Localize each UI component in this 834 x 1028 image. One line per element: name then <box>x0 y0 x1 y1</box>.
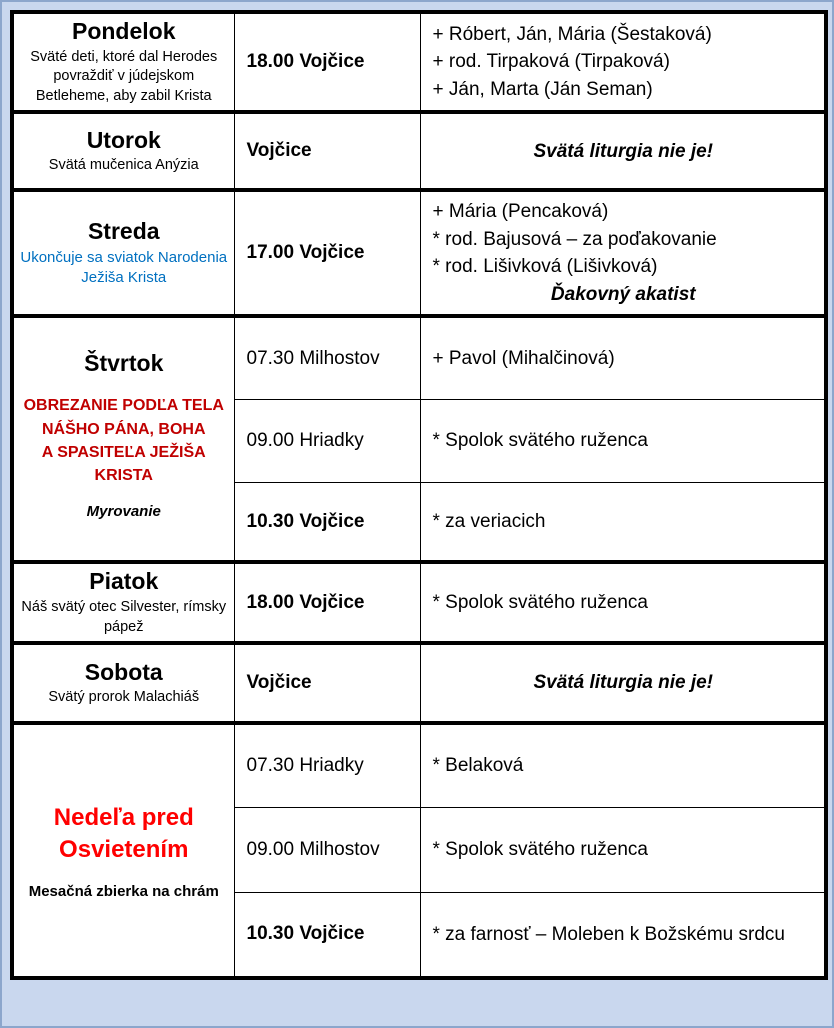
liturgical-schedule-table <box>10 10 828 980</box>
day-cell-wednesday <box>12 190 234 316</box>
day-title-saturday: Sobota <box>84 658 163 685</box>
day-cell-monday <box>12 12 234 112</box>
day-title-tuesday: Utorok <box>86 126 161 153</box>
no-liturgy-notice-tuesday: Svätá liturgia nie je! <box>420 112 826 190</box>
intention-line: * za veriacich <box>432 510 546 532</box>
time-cell-thursday-2: 09.00 Hriadky <box>234 399 420 482</box>
sunday-title-line: Osvietením <box>59 836 189 864</box>
day-cell-tuesday <box>12 112 234 190</box>
feast-line: OBREZANIE PODĽA TELA <box>23 397 224 415</box>
time-cell-friday: 18.00 Vojčice <box>234 562 420 643</box>
row-monday <box>12 12 826 112</box>
row-friday <box>12 562 826 643</box>
intentions-cell-sunday-3 <box>420 892 826 978</box>
sunday-stack <box>20 802 228 900</box>
day-cell-sunday <box>12 723 234 978</box>
time-cell-monday: 18.00 Vojčice <box>234 12 420 112</box>
row-sunday-1 <box>12 723 826 807</box>
intentions-cell-thursday-2 <box>420 399 826 482</box>
no-liturgy-notice-saturday: Svätá liturgia nie je! <box>420 643 826 723</box>
time-cell-thursday-3: 10.30 Vojčice <box>234 482 420 562</box>
row-tuesday <box>12 112 826 190</box>
intentions-cell-sunday-1 <box>420 723 826 807</box>
time-cell-wednesday: 17.00 Vojčice <box>234 190 420 316</box>
day-cell-thursday <box>12 316 234 562</box>
row-thursday-1 <box>12 316 826 399</box>
thursday-stack <box>20 324 228 554</box>
feast-line: A SPASITEĽA JEŽIŠA <box>41 443 206 461</box>
intentions-cell-monday <box>420 12 826 112</box>
day-title-friday: Piatok <box>89 568 159 595</box>
akathist-note: Ďakovný akatist <box>550 283 696 305</box>
day-cell-friday <box>12 562 234 643</box>
day-note-monday: Sväté deti, ktoré dal Herodes povraždiť v júdejskom Betleheme, aby zabil Krista <box>30 48 218 104</box>
intention-line: + rod. Tirpaková (Tirpaková) <box>432 51 670 73</box>
day-cell-saturday <box>12 643 234 723</box>
day-title-sunday <box>54 802 194 867</box>
intentions-cell-sunday-2 <box>420 807 826 892</box>
intentions-cell-wednesday <box>420 190 826 316</box>
feast-title-thursday <box>24 394 224 487</box>
day-note-tuesday: Svätá mučenica Anýzia <box>48 157 199 174</box>
intention-line: * Spolok svätého ruženca <box>432 592 648 614</box>
day-note-wednesday: Ukončuje sa sviatok Narodenia Ježiša Krista <box>20 248 228 287</box>
intention-line: * za farnosť – Moleben k Božskému srdcu <box>432 923 785 945</box>
day-note-saturday: Svätý prorok Malachiáš <box>48 689 200 706</box>
intentions-cell-thursday-1 <box>420 316 826 399</box>
time-cell-tuesday: Vojčice <box>234 112 420 190</box>
intention-line: * rod. Bajusová – za poďakovanie <box>432 228 717 250</box>
row-saturday <box>12 643 826 723</box>
intentions-cell-thursday-3 <box>420 482 826 562</box>
feast-line: KRISTA <box>94 466 153 484</box>
monthly-collection-note: Mesačná zbierka na chrám <box>28 882 219 900</box>
sunday-title-line: Nedeľa pred <box>53 803 194 831</box>
myrovanie-note: Myrovanie <box>86 503 161 521</box>
intention-line: + Pavol (Mihalčinová) <box>432 347 615 369</box>
intention-line: * rod. Lišivková (Lišivková) <box>432 256 658 278</box>
intention-line: + Ján, Marta (Ján Seman) <box>432 78 653 100</box>
time-cell-sunday-3: 10.30 Vojčice <box>234 892 420 978</box>
intention-line: + Róbert, Ján, Mária (Šestaková) <box>432 23 712 45</box>
day-title-monday: Pondelok <box>71 18 176 44</box>
day-note-friday: Náš svätý otec Silvester, rímsky pápež <box>21 599 227 635</box>
intention-line: * Spolok svätého ruženca <box>432 838 648 860</box>
intention-line: + Mária (Pencaková) <box>432 201 609 223</box>
day-title-wednesday: Streda <box>87 218 160 245</box>
feast-line: NÁŠHO PÁNA, BOHA <box>41 420 206 438</box>
time-cell-saturday: Vojčice <box>234 643 420 723</box>
day-title-thursday: Štvrtok <box>84 350 164 377</box>
time-cell-sunday-2: 09.00 Milhostov <box>234 807 420 892</box>
time-cell-thursday-1: 07.30 Milhostov <box>234 316 420 399</box>
row-wednesday <box>12 190 826 316</box>
intention-line: * Belaková <box>432 755 524 777</box>
time-cell-sunday-1: 07.30 Hriadky <box>234 723 420 807</box>
intention-line: * Spolok svätého ruženca <box>432 430 648 452</box>
intentions-cell-friday <box>420 562 826 643</box>
